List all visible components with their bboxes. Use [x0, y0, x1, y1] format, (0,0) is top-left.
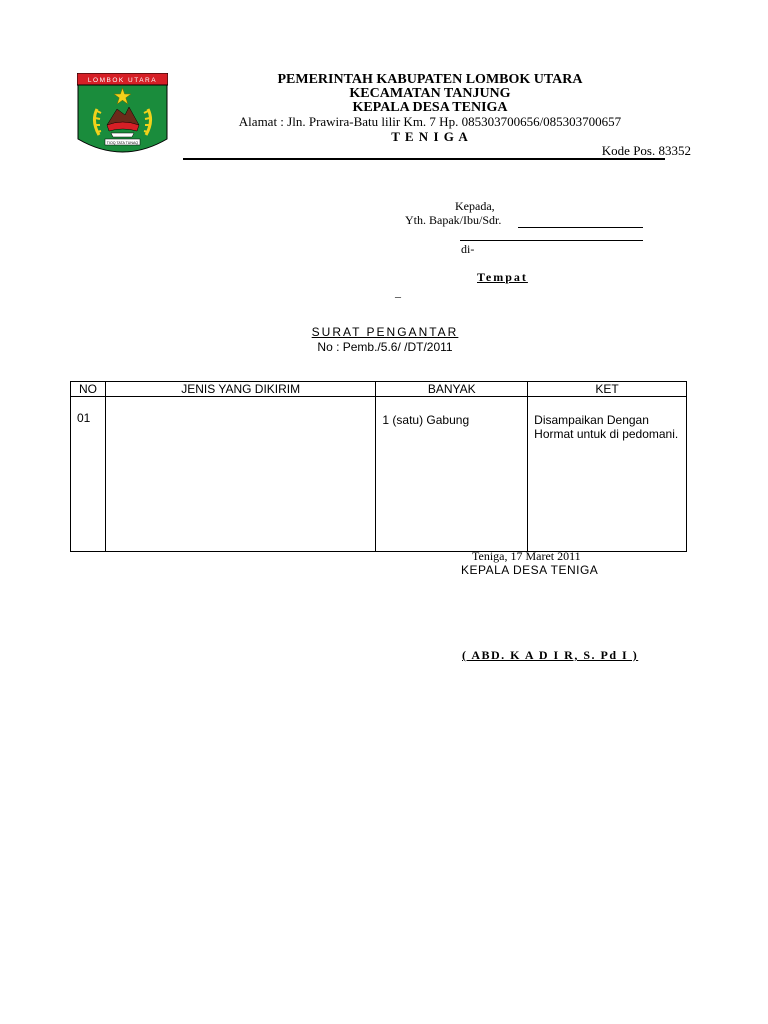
header-jenis: JENIS YANG DIKIRIM: [105, 382, 375, 397]
regency-emblem-icon: [77, 73, 168, 157]
recipient-address-line: [460, 240, 643, 241]
table-row: [71, 397, 687, 552]
signature-position: KEPALA DESA TENIGA: [461, 563, 599, 577]
table-header-row: [71, 382, 687, 397]
header-ket: KET: [528, 382, 687, 397]
letter-number: No : Pemb./5.6/ /DT/2011: [317, 340, 453, 354]
cell-jenis: [105, 397, 375, 552]
regency-logo: [77, 73, 168, 157]
header-village-head: KEPALA DESA TENIGA: [352, 100, 508, 115]
header-divider: [183, 158, 665, 160]
header-government: PEMERINTAH KABUPATEN LOMBOK UTARA: [277, 72, 583, 87]
letter-title: SURAT PENGANTAR: [311, 325, 459, 339]
cell-banyak: 1 (satu) Gabung: [376, 397, 528, 552]
header-no: NO: [71, 382, 106, 397]
logo-motto-text: TIOQ TATA TUNAQ: [106, 140, 139, 145]
recipient-dash: –: [395, 289, 401, 303]
header-banyak: BANYAK: [376, 382, 528, 397]
recipient-di: di-: [461, 242, 475, 256]
header-village-name: T E N I G A: [391, 129, 469, 144]
logo-banner-text: LOMBOK UTARA: [87, 77, 158, 84]
header-district: KECAMATAN TANJUNG: [349, 86, 511, 101]
recipient-place: Tempat: [477, 270, 528, 284]
header-address: Alamat : Jln. Prawira-Batu lilir Km. 7 Hp. 085303700656/085303700657: [238, 114, 622, 129]
items-table: [70, 381, 687, 552]
recipient-name-line: [518, 227, 643, 228]
cell-no: 01: [71, 397, 106, 552]
signature-name: ( ABD. K A D I R, S. Pd I ): [462, 648, 639, 662]
header-postal-code: Kode Pos. 83352: [601, 143, 691, 158]
cell-ket: Disampaikan Dengan Hormat untuk di pedomani.: [528, 397, 687, 552]
recipient-kepada: Kepada,: [455, 199, 495, 213]
signature-place-date: Teniga, 17 Maret 2011: [472, 549, 581, 563]
recipient-salutation: Yth. Bapak/Ibu/Sdr.: [405, 213, 502, 227]
